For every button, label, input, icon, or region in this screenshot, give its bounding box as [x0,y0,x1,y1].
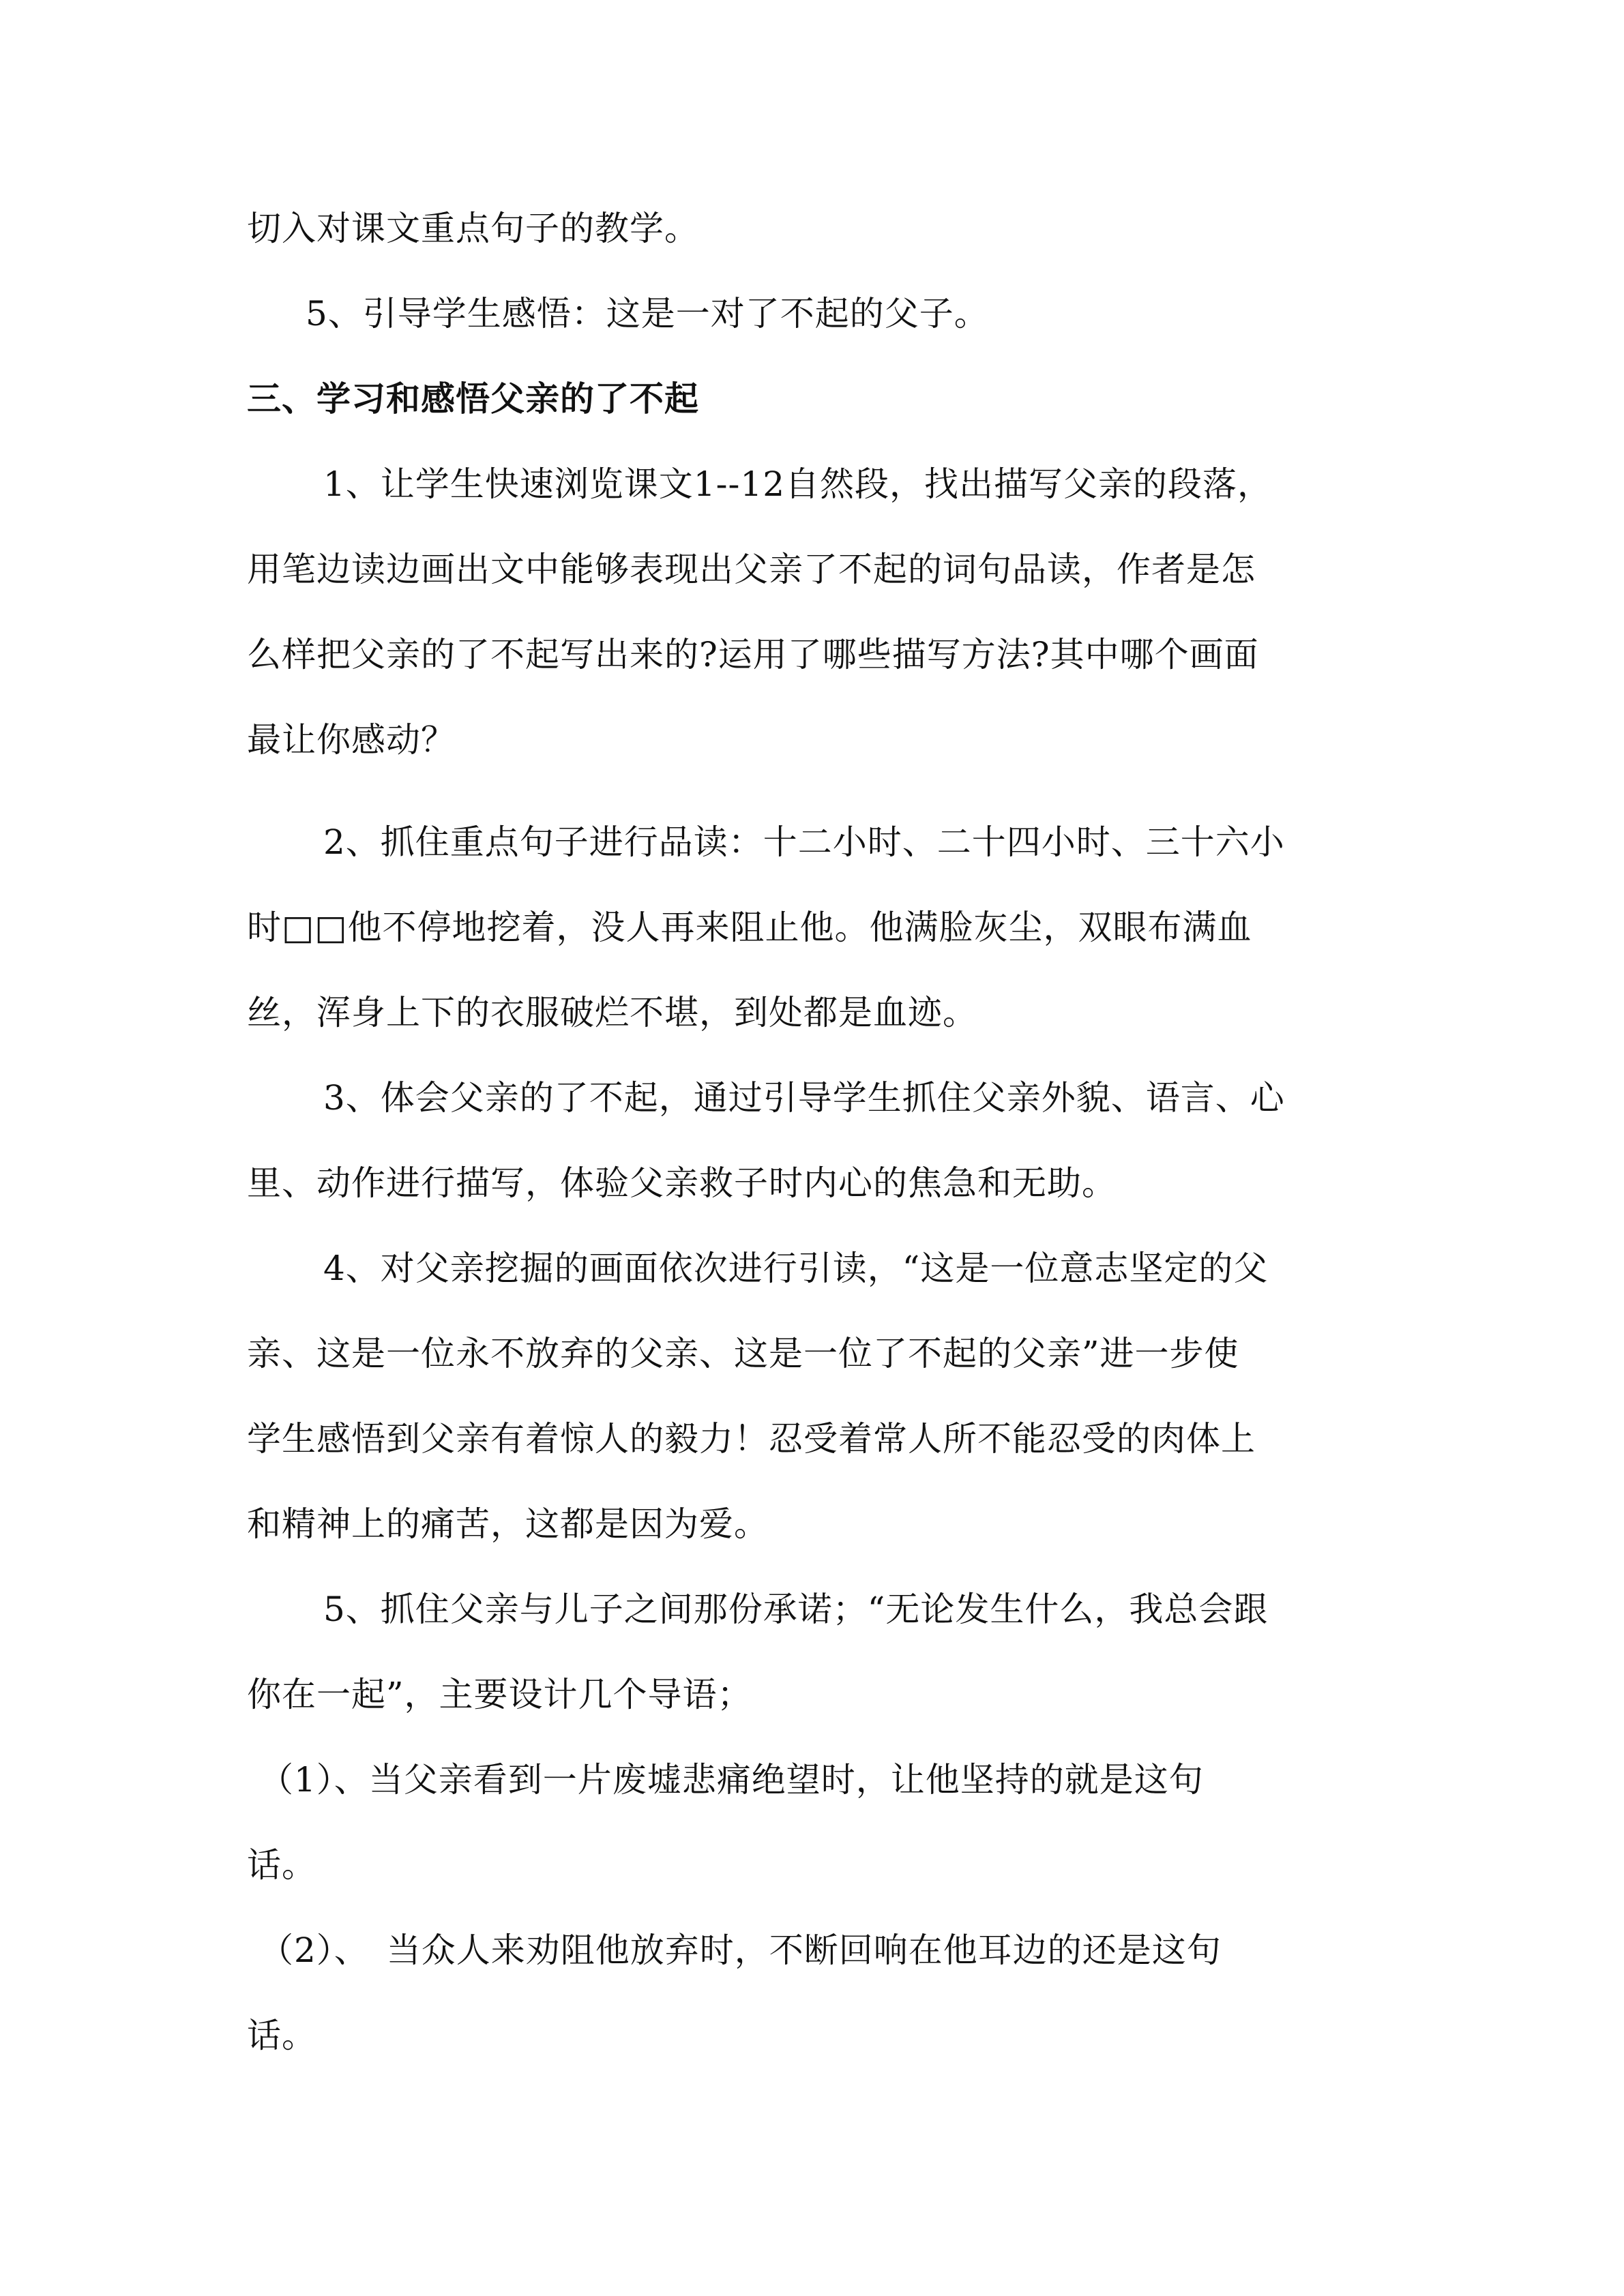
paragraph-line: （2）、 当众人来劝阻他放弃时，不断回响在他耳边的还是这句 [259,1930,1222,1970]
paragraph-line: 最让你感动？ [247,720,456,760]
paragraph-line: 丝，浑身上下的衣服破烂不堪，到处都是血迹。 [247,993,977,1032]
paragraph-line: 2、抓住重点句子进行品读：十二小时、二十四小时、三十六小 [323,822,1285,862]
paragraph-line: 时□□他不停地挖着，没人再来阻止他。他满脸灰尘，双眼布满血 [247,908,1252,947]
paragraph-line: 么样把父亲的了不起写出来的?运用了哪些描写方法?其中哪个画面 [247,635,1259,674]
section-heading: 三、学习和感悟父亲的了不起 [247,379,699,419]
paragraph-line: 5、抓住父亲与儿子之间那份承诺；“无论发生什么，我总会跟 [323,1590,1269,1629]
paragraph-line: 话。 [247,2016,316,2055]
paragraph-line: （1）、当父亲看到一片废墟悲痛绝望时，让他坚持的就是这句 [259,1760,1204,1800]
paragraph-line: 学生感悟到父亲有着惊人的毅力！忍受着常人所不能忍受的肉体上 [247,1419,1256,1459]
paragraph-line: 切入对课文重点句子的教学。 [247,209,699,248]
paragraph-line: 和精神上的痛苦，这都是因为爱。 [247,1504,769,1544]
paragraph-line: 话。 [247,1845,316,1885]
paragraph-line: 4、对父亲挖掘的画面依次进行引读，“这是一位意志坚定的父 [323,1249,1269,1288]
paragraph-line: 用笔边读边画出文中能够表现出父亲了不起的词句品读，作者是怎 [247,550,1256,589]
paragraph-line: 你在一起”，主要设计几个导语； [247,1675,752,1714]
paragraph-line: 1、让学生快速浏览课文1--12自然段，找出描写父亲的段落， [323,464,1273,504]
paragraph-line: 5、引导学生感悟：这是一对了不起的父子。 [306,294,989,333]
paragraph-line: 里、动作进行描写，体验父亲救子时内心的焦急和无助。 [247,1163,1117,1203]
paragraph-line: 3、体会父亲的了不起，通过引导学生抓住父亲外貌、语言、心 [323,1078,1285,1118]
paragraph-line: 亲、这是一位永不放弃的父亲、这是一位了不起的父亲”进一步使 [247,1334,1239,1373]
